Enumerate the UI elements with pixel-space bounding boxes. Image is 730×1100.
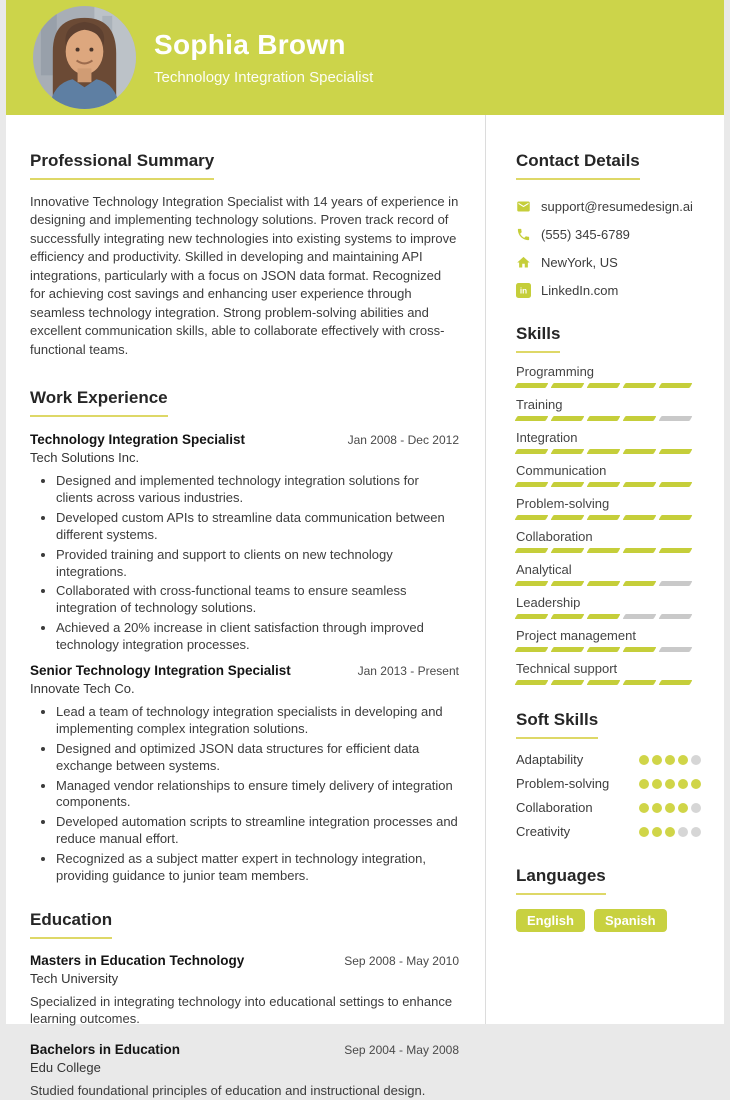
level-empty-unit xyxy=(659,416,693,421)
level-filled-unit xyxy=(551,383,585,388)
level-filled-unit xyxy=(659,482,693,487)
job-company: Innovate Tech Co. xyxy=(30,680,135,696)
level-filled-unit xyxy=(691,779,701,789)
job-bullet-item: • Collaborated with cross-functional teams to ensure seamless integration of technology solutions. xyxy=(56,583,459,617)
contact-linkedin-row xyxy=(516,280,701,301)
skills-section xyxy=(516,324,701,685)
level-filled-unit xyxy=(515,449,549,454)
level-filled-unit xyxy=(639,755,649,765)
degree-title: Masters in Education Technology xyxy=(30,952,245,968)
languages-heading: Languages xyxy=(516,866,606,895)
job-bullet-item: • Developed custom APIs to streamline data communication between different systems. xyxy=(56,510,459,544)
avatar xyxy=(33,6,136,109)
skill-level-bar xyxy=(516,680,701,685)
summary-heading: Professional Summary xyxy=(30,151,214,180)
soft-skill-item xyxy=(516,752,701,767)
skill-item xyxy=(516,628,701,652)
level-filled-unit xyxy=(515,383,549,388)
level-filled-unit xyxy=(665,803,675,813)
skill-level-bar xyxy=(516,581,701,586)
education-heading: Education xyxy=(30,910,112,939)
languages-section xyxy=(516,866,701,932)
level-filled-unit xyxy=(623,680,657,685)
level-filled-unit xyxy=(587,614,621,619)
education-dates: Sep 2004 - May 2008 xyxy=(344,1042,459,1057)
level-filled-unit xyxy=(659,515,693,520)
level-empty-unit xyxy=(659,581,693,586)
skill-level-bar xyxy=(516,647,701,652)
education-description: Specialized in integrating technology into educational settings to enhance learning outcomes. xyxy=(30,993,453,1027)
email-icon xyxy=(516,199,531,214)
level-filled-unit xyxy=(659,548,693,553)
level-filled-unit xyxy=(623,647,657,652)
soft-skill-item xyxy=(516,824,701,839)
experience-section xyxy=(30,388,459,885)
level-filled-unit xyxy=(587,416,621,421)
level-empty-unit xyxy=(659,647,693,652)
contact-section xyxy=(516,151,701,301)
level-filled-unit xyxy=(652,755,662,765)
level-filled-unit xyxy=(515,482,549,487)
sidebar-column xyxy=(485,115,724,1024)
skill-item xyxy=(516,463,701,487)
skill-label: Problem-solving xyxy=(516,496,610,511)
job-bullet-item: • Provided training and support to clients on new technology integrations. xyxy=(56,547,459,581)
level-filled-unit xyxy=(623,515,657,520)
skill-label: Integration xyxy=(516,430,578,445)
skill-item xyxy=(516,562,701,586)
skill-level-bar xyxy=(516,449,701,454)
contact-location: NewYork, US xyxy=(541,255,618,270)
soft-skill-item xyxy=(516,800,701,815)
level-empty-unit xyxy=(691,755,701,765)
level-empty-unit xyxy=(678,827,688,837)
skill-item xyxy=(516,496,701,520)
level-filled-unit xyxy=(659,449,693,454)
education-entry xyxy=(30,953,459,1028)
skill-level-bar xyxy=(516,515,701,520)
level-filled-unit xyxy=(678,755,688,765)
job-bullet-item: • Designed and implemented technology integration solutions for clients across various industries. xyxy=(56,473,459,507)
header-text xyxy=(154,29,373,86)
soft-skill-dots xyxy=(639,779,701,789)
education-section xyxy=(30,910,459,1100)
job-title: Technology Integration Specialist xyxy=(30,432,246,448)
contact-list xyxy=(516,196,701,301)
level-filled-unit xyxy=(551,449,585,454)
level-filled-unit xyxy=(623,449,657,454)
level-filled-unit xyxy=(652,827,662,837)
level-filled-unit xyxy=(659,680,693,685)
linkedin-icon xyxy=(516,283,531,298)
skill-level-bar xyxy=(516,548,701,553)
resume-page xyxy=(6,0,724,1098)
job-company: Tech Solutions Inc. xyxy=(30,450,140,466)
candidate-title: Technology Integration Specialist xyxy=(154,69,374,86)
job-bullet-item: • Designed and optimized JSON data structures for efficient data exchange between systems. xyxy=(56,741,459,775)
language-pill: English xyxy=(516,909,585,932)
job-entry-head xyxy=(30,432,459,447)
level-filled-unit xyxy=(515,548,549,553)
level-filled-unit xyxy=(515,416,549,421)
level-filled-unit xyxy=(551,614,585,619)
level-filled-unit xyxy=(623,548,657,553)
level-empty-unit xyxy=(623,614,657,619)
job-bullet-item: • Lead a team of technology integration specialists in developing and implementing complex integration solutions. xyxy=(56,704,459,738)
school-name: Tech University xyxy=(30,970,119,986)
body-columns xyxy=(6,115,724,1098)
job-bullets xyxy=(56,473,459,654)
level-filled-unit xyxy=(652,779,662,789)
level-filled-unit xyxy=(551,482,585,487)
avatar-photo-icon xyxy=(33,6,136,109)
level-filled-unit xyxy=(623,482,657,487)
level-filled-unit xyxy=(551,680,585,685)
skill-level-bar xyxy=(516,614,701,619)
soft-skill-dots xyxy=(639,755,701,765)
level-filled-unit xyxy=(665,755,675,765)
experience-heading: Work Experience xyxy=(30,388,168,417)
education-description: Studied foundational principles of education and instructional design. xyxy=(30,1082,426,1098)
svg-text:in: in xyxy=(519,286,528,296)
job-bullet-item: • Achieved a 20% increase in client satisfaction through improved technology integration processes. xyxy=(56,620,459,654)
job-title: Senior Technology Integration Specialist xyxy=(30,662,291,678)
level-filled-unit xyxy=(587,647,621,652)
level-filled-unit xyxy=(678,803,688,813)
level-filled-unit xyxy=(587,482,621,487)
skill-label: Analytical xyxy=(516,562,572,577)
education-entry-head xyxy=(30,953,459,968)
soft-skills-section xyxy=(516,710,701,839)
soft-skills-list xyxy=(516,752,701,839)
level-filled-unit xyxy=(587,680,621,685)
level-filled-unit xyxy=(665,827,675,837)
level-filled-unit xyxy=(659,383,693,388)
job-bullet-item: • Developed automation scripts to streamline integration processes and reduce manual effort. xyxy=(56,814,459,848)
job-dates: Jan 2008 - Dec 2012 xyxy=(347,433,459,448)
level-empty-unit xyxy=(691,827,701,837)
skills-list xyxy=(516,364,701,685)
skill-label: Communication xyxy=(516,463,607,478)
skill-item xyxy=(516,397,701,421)
contact-phone: (555) 345-6789 xyxy=(541,227,630,242)
level-filled-unit xyxy=(551,548,585,553)
level-filled-unit xyxy=(639,803,649,813)
job-bullet-item: • Managed vendor relationships to ensure timely delivery of integration components. xyxy=(56,778,459,812)
main-column xyxy=(6,115,485,1098)
level-filled-unit xyxy=(623,383,657,388)
skill-label: Programming xyxy=(516,364,595,379)
language-pill-list xyxy=(516,909,701,932)
job-bullet-item: • Recognized as a subject matter expert in technology integration, providing guidance to junior team members. xyxy=(56,851,459,885)
home-icon xyxy=(516,255,531,270)
level-filled-unit xyxy=(665,779,675,789)
soft-skill-label: Adaptability xyxy=(516,752,584,767)
skills-heading: Skills xyxy=(516,324,560,353)
skill-level-bar xyxy=(516,383,701,388)
soft-skill-item xyxy=(516,776,701,791)
job-dates: Jan 2013 - Present xyxy=(357,663,459,678)
level-filled-unit xyxy=(587,515,621,520)
skill-label: Project management xyxy=(516,628,636,643)
school-name: Edu College xyxy=(30,1059,101,1075)
level-filled-unit xyxy=(587,383,621,388)
job-entry-head xyxy=(30,663,459,678)
contact-location-row xyxy=(516,252,701,273)
level-filled-unit xyxy=(551,647,585,652)
level-filled-unit xyxy=(587,449,621,454)
soft-skill-dots xyxy=(639,803,701,813)
level-filled-unit xyxy=(551,416,585,421)
contact-heading: Contact Details xyxy=(516,151,640,180)
education-entry-head xyxy=(30,1042,459,1057)
soft-skill-label: Problem-solving xyxy=(516,776,610,791)
level-filled-unit xyxy=(515,680,549,685)
contact-phone-row xyxy=(516,224,701,245)
header-band xyxy=(6,0,724,115)
skill-label: Technical support xyxy=(516,661,618,676)
level-filled-unit xyxy=(623,581,657,586)
contact-email: support@resumedesign.ai xyxy=(541,199,693,214)
soft-skill-label: Collaboration xyxy=(516,800,593,815)
phone-icon xyxy=(516,227,531,242)
skill-item xyxy=(516,661,701,685)
education-dates: Sep 2008 - May 2010 xyxy=(344,953,459,968)
skill-item xyxy=(516,430,701,454)
level-filled-unit xyxy=(515,614,549,619)
skill-label: Collaboration xyxy=(516,529,593,544)
degree-title: Bachelors in Education xyxy=(30,1041,181,1057)
skill-item xyxy=(516,595,701,619)
job-bullets xyxy=(56,704,459,885)
contact-linkedin: LinkedIn.com xyxy=(541,283,619,298)
level-empty-unit xyxy=(659,614,693,619)
contact-email-row xyxy=(516,196,701,217)
level-filled-unit xyxy=(623,416,657,421)
level-filled-unit xyxy=(551,581,585,586)
level-filled-unit xyxy=(515,515,549,520)
job-entry xyxy=(30,663,459,885)
level-empty-unit xyxy=(691,803,701,813)
level-filled-unit xyxy=(678,779,688,789)
education-entry xyxy=(30,1042,459,1100)
soft-skills-heading: Soft Skills xyxy=(516,710,598,739)
level-filled-unit xyxy=(551,515,585,520)
level-filled-unit xyxy=(639,827,649,837)
skill-label: Leadership xyxy=(516,595,581,610)
soft-skill-label: Creativity xyxy=(516,824,571,839)
skill-label: Training xyxy=(516,397,563,412)
skill-level-bar xyxy=(516,416,701,421)
summary-text: Innovative Technology Integration Specialist with 14 years of experience in designing and implementing technology solutions. Proven track record of successfully integrating new technologies into existing systems to improve efficiency and productivity. Skilled in developing and maintaining API integrations, particularly with a focus on JSON data format. Recognized for achieving cost savings and enhancing user experience through seamless technology integration. Strong problem-solving abilities and excellent communication skills, able to collaborate effectively with cross-functional teams. xyxy=(30,194,459,357)
level-filled-unit xyxy=(639,779,649,789)
language-pill: Spanish xyxy=(594,909,667,932)
candidate-name: Sophia Brown xyxy=(154,29,346,60)
level-filled-unit xyxy=(515,581,549,586)
job-entry xyxy=(30,432,459,654)
level-filled-unit xyxy=(587,581,621,586)
level-filled-unit xyxy=(652,803,662,813)
level-filled-unit xyxy=(587,548,621,553)
skill-item xyxy=(516,529,701,553)
level-filled-unit xyxy=(515,647,549,652)
soft-skill-dots xyxy=(639,827,701,837)
skill-item xyxy=(516,364,701,388)
summary-section xyxy=(30,151,459,359)
skill-level-bar xyxy=(516,482,701,487)
